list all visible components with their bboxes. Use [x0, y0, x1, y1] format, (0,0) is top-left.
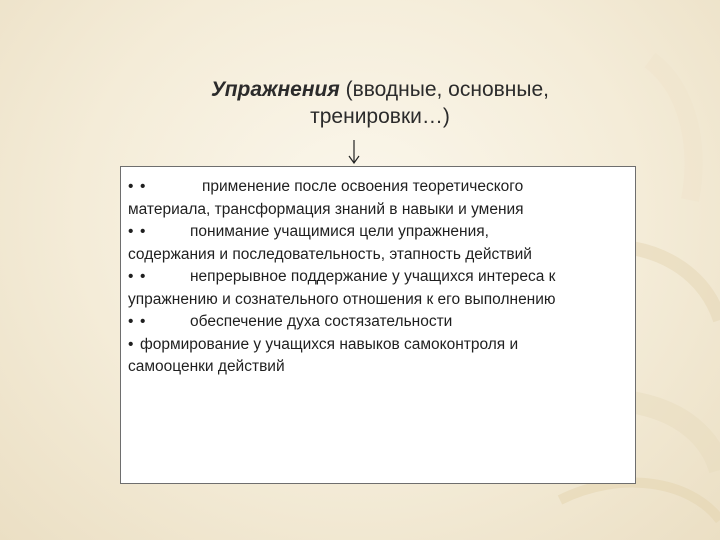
bullet-icon: •	[128, 178, 134, 195]
bullet-icon: •	[128, 335, 134, 353]
title-line2: тренировки…)	[310, 105, 450, 128]
slide-title	[150, 76, 610, 130]
title-rest-line1: (вводные, основные,	[339, 78, 549, 101]
title-emphasis: Упражнения	[211, 78, 340, 101]
list-item	[128, 266, 631, 311]
bullet-dot-icon: •	[140, 178, 146, 195]
item-line2: материала, трансформация знаний в навыки и умения	[128, 200, 524, 218]
item-line1: непрерывное поддержание у учащихся интереса к	[190, 268, 556, 285]
down-arrow-icon	[347, 140, 361, 164]
item-line2: упражнению и сознательного отношения к его выполнению	[128, 290, 556, 308]
item-line2: самооценки действий	[128, 358, 285, 375]
item-line1: формирование у учащихся навыков самоконтроля и	[140, 335, 519, 353]
bullet-icon: •	[128, 223, 134, 240]
list-item	[128, 334, 631, 379]
item-line1: применение после освоения теоретического	[202, 178, 524, 195]
bullet-dot-icon: •	[140, 223, 146, 240]
bullet-dot-icon: •	[140, 268, 146, 285]
bullet-dot-icon: •	[140, 313, 146, 330]
item-line2: содержания и последовательность, этапность действий	[128, 245, 532, 263]
item-line1: понимание учащимися цели упражнения,	[190, 223, 489, 240]
list-item	[128, 311, 631, 334]
content-box	[120, 166, 636, 484]
bullet-icon: •	[128, 313, 134, 330]
item-line1: обеспечение духа состязательности	[190, 313, 453, 330]
list-item	[128, 176, 631, 221]
list-item	[128, 221, 631, 266]
bullet-icon: •	[128, 268, 134, 285]
